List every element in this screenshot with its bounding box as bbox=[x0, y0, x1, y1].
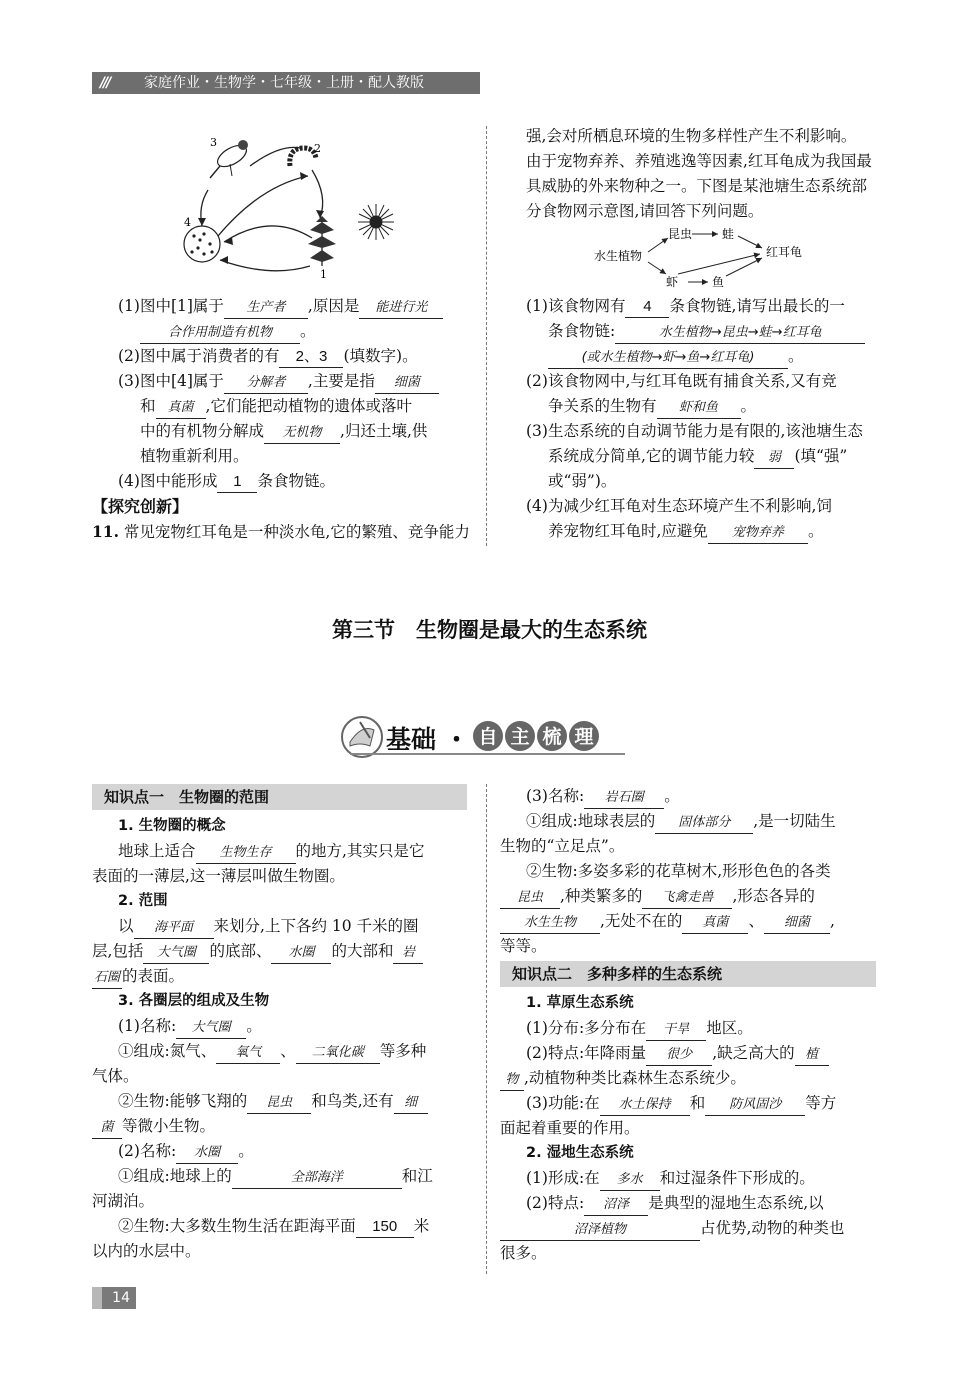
right-top-text: 强,会对所栖息环境的生物多样性产生不利影响。 由于宠物弃养、养殖逃逸等因素,红耳龟成为我国最 具威胁的外来物种之一。下图是某池塘生态系统部 分食物网示意图,请回答下列问题。 bbox=[526, 127, 872, 220]
food-web-plant: 水生植物 bbox=[594, 249, 643, 263]
answer-blank: 合作用制造有机物 bbox=[140, 323, 300, 344]
answer-blank: 海平面 bbox=[134, 918, 214, 939]
answer-blank: 沼泽植物 bbox=[500, 1220, 700, 1241]
food-web-fish: 鱼 bbox=[712, 275, 725, 289]
answer-blank: 大气圈 bbox=[176, 1018, 246, 1039]
food-web-turtle: 红耳龟 bbox=[766, 245, 803, 259]
answer-blank: 真菌 bbox=[682, 913, 748, 934]
answer-blank: (或水生植物→虾→鱼→红耳龟) bbox=[548, 348, 788, 369]
banner-char: 自 bbox=[478, 726, 498, 748]
knowledge-point-2: 知识点二 多种多样的生态系统 bbox=[500, 961, 876, 987]
caterpillar-illustration bbox=[290, 148, 316, 166]
answer-blank: 岩石圈 bbox=[584, 788, 664, 809]
answer-blank: 水生植物→昆虫→蛙→红耳龟 bbox=[615, 323, 865, 344]
left-top-questions: (1)图中[1]属于 生产者 ,原因是 能进行光 合作用制造有机物 。 (2)图中属于消费者的有 2、3 (填数字)。 (3)图中[4]属于 分解者 ,主要是指 细菌 和 真菌 ,它们能把动植物的遗体或落叶 中的有机物分解成 无机物 ,归还土壤,供 植物重新利用。 (4)图中能形成 1 条食物链。 【探究创新】 11. 常见宠物红耳龟是一种淡水龟,它的繁殖、竞争能力 bbox=[92, 294, 476, 545]
answer-blank: 宠物弃养 bbox=[708, 523, 808, 544]
answer-blank: 分解者 bbox=[224, 373, 308, 394]
right-bottom-content: (3)名称: 岩石圈 。 ①组成:地球表层的 固体部分 ,是一切陆生 生物的“立足点”。 ②生物:多姿多彩的花草树木,形形色色的各类 昆虫 ,种类繁多的 飞禽走兽 ,形态各异的 水生生物 ,无处不在的 真菌 、 细菌 , 等等。 知识点二 多种多样的生态系统 1. 草原生态系统 (1)分布:多分布在 干旱 地区。 (2)特点:年降雨量 很少 ,缺乏高大的 植 物 ,动植物种类比森林生态系统少。 (3)功能:在 水土保持 和 防风固沙 等方 面起着重要的作用。 2. 湿地生态系统 (1)形成:在 多水 和过湿条件下形成的。 (2)特点: 沼泽 是典型的湿地生态系统,以 沼泽植物 占优势,动物的种类也 很多。 bbox=[500, 784, 876, 1266]
answer-blank: 能进行光 bbox=[359, 298, 443, 319]
food-web-insect: 昆虫 bbox=[668, 227, 693, 241]
answer-blank: 昆虫 bbox=[247, 1093, 311, 1114]
answer-blank: 沼泽 bbox=[584, 1195, 648, 1216]
answer-blank: 水土保持 bbox=[600, 1095, 690, 1116]
answer-blank: 大气圈 bbox=[143, 943, 209, 964]
left-bottom-content: 知识点一 生物圈的范围 1. 生物圈的概念 地球上适合 生物生存 的地方,其实只是它 表面的一薄层,这一薄层叫做生物圈。 2. 范围 以 海平面 来划分,上下各约 10 千米的圈 层,包括 大气圈 的底部、 水圈 的大部和 岩 石圈 的表面。 3. 各圈层的组成及生物 (1)名称: 大气圈 。 ①组成:氮气、 氧气 、 二氧化碳 等多种 气体。 ②生物:能够飞翔的 昆虫 和鸟类,还有 细 菌 等微小生物。 (2)名称: 水圈 。 ①组成:地球上的 全部海洋 和江 河湖泊。 ②生物:大多数生物生活在距海平面 150 米 以内的水层中。 bbox=[92, 784, 467, 1264]
answer-blank: 物 bbox=[500, 1070, 524, 1091]
answer-blank: 飞禽走兽 bbox=[642, 888, 732, 909]
header-slashes: /// bbox=[100, 75, 110, 91]
food-web-shrimp: 虾 bbox=[666, 275, 679, 289]
ecosystem-cycle-diagram bbox=[180, 126, 400, 282]
banner-char: 梳 bbox=[542, 726, 562, 748]
plant-illustration bbox=[308, 216, 336, 266]
answer-blank: 2、3 bbox=[279, 347, 343, 368]
answer-blank: 二氧化碳 bbox=[296, 1043, 380, 1064]
answer-blank: 植 bbox=[795, 1045, 829, 1066]
answer-blank: 昆虫 bbox=[500, 888, 560, 909]
answer-blank: 水圈 bbox=[271, 943, 331, 964]
answer-blank: 弱 bbox=[754, 448, 794, 469]
answer-blank: 150 bbox=[356, 1217, 414, 1238]
answer-blank: 多水 bbox=[600, 1170, 660, 1191]
answer-blank: 生物生存 bbox=[196, 843, 296, 864]
answer-blank: 岩 bbox=[393, 943, 423, 964]
answer-blank: 全部海洋 bbox=[232, 1168, 402, 1189]
section-banner bbox=[340, 712, 630, 762]
knowledge-point-1: 知识点一 生物圈的范围 bbox=[92, 784, 467, 810]
food-web-frog: 蛙 bbox=[722, 227, 735, 241]
answer-blank: 1 bbox=[217, 472, 257, 493]
column-divider-bottom bbox=[486, 784, 487, 1274]
banner-char: 理 bbox=[574, 726, 594, 748]
answer-blank: 干旱 bbox=[646, 1020, 706, 1041]
answer-blank: 无机物 bbox=[264, 423, 340, 444]
answer-blank: 氧气 bbox=[216, 1043, 280, 1064]
sun-illustration bbox=[358, 204, 394, 240]
banner-dot: ・ bbox=[444, 725, 470, 754]
header-title: 家庭作业・生物学・七年级・上册・配人教版 bbox=[144, 75, 424, 91]
answer-blank: 细菌 bbox=[375, 373, 439, 394]
answer-blank: 固体部分 bbox=[655, 813, 753, 834]
diagram-label-4: 4 bbox=[184, 216, 191, 229]
answer-blank: 生产者 bbox=[224, 298, 308, 319]
food-web-diagram bbox=[590, 224, 830, 294]
answer-blank: 真菌 bbox=[156, 398, 206, 419]
answer-blank: 虾和鱼 bbox=[657, 398, 741, 419]
right-top-questions: (1)该食物网有 4 条食物链,请写出最长的一 条食物链: 水生植物→昆虫→蛙→红耳龟 (或水生植物→虾→鱼→红耳龟) 。 (2)该食物网中,与红耳龟既有捕食关系,又有竞 争关系的生物有 虾和鱼 。 (3)生态系统的自动调节能力是有限的,该池塘生态 系统成分简单,它的调节能力较 弱 (填“强” 或“弱”)。 (4)为减少红耳龟对生态环境产生不利影响,饲 养宠物红耳龟时,应避免 宠物弃养 。 bbox=[500, 294, 884, 544]
explore-heading: 【探究创新】 bbox=[92, 497, 189, 516]
answer-blank: 水生生物 bbox=[500, 913, 600, 934]
answer-blank: 4 bbox=[625, 297, 669, 318]
diagram-label-1: 1 bbox=[320, 268, 327, 281]
microbe-circle bbox=[184, 226, 220, 262]
diagram-label-2: 2 bbox=[314, 142, 321, 155]
diagram-label-3: 3 bbox=[210, 136, 217, 149]
answer-blank: 水圈 bbox=[176, 1143, 238, 1164]
page-number-strip bbox=[92, 1287, 102, 1309]
section-title: 第三节 生物圈是最大的生态系统 bbox=[332, 618, 647, 642]
answer-blank: 石圈 bbox=[92, 968, 122, 989]
answer-blank: 细 bbox=[394, 1093, 428, 1114]
answer-blank: 防风固沙 bbox=[705, 1095, 805, 1116]
page-number: 14 bbox=[92, 1287, 136, 1309]
banner-left-text: 基础 bbox=[386, 725, 437, 754]
answer-blank: 菌 bbox=[92, 1118, 122, 1139]
page-header bbox=[92, 72, 480, 94]
banner-char: 主 bbox=[510, 726, 530, 748]
answer-blank: 很少 bbox=[646, 1045, 712, 1066]
column-divider-top bbox=[486, 126, 487, 546]
answer-blank: 细菌 bbox=[764, 913, 830, 934]
